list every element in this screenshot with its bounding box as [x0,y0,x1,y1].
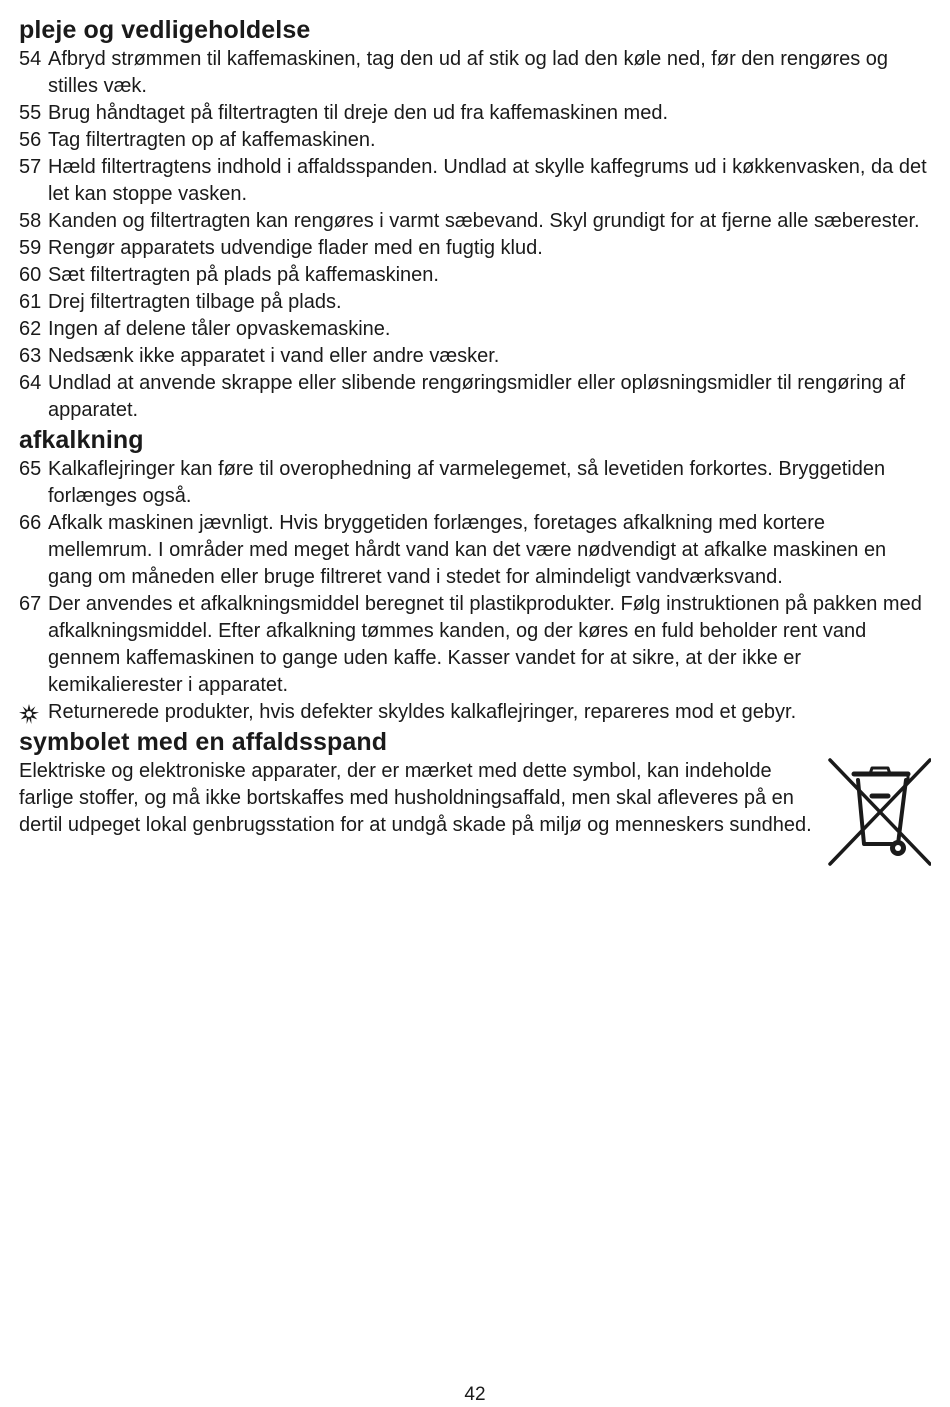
list-item [19,208,934,235]
item-number: 55 [19,102,42,124]
item-text: Der anvendes et afkalkningsmiddel beregnet til plastikprodukter. Følg instruktionen på pakken med afkalkningsmiddel. Efter afkalkning tømmes kanden, og der køres en fuld beholder rent vand gennem kaffemaskinen to gange uden kaffe. Kasser vandet for at sikre, at der ikke er kemikalierester i apparatet. [48,593,922,696]
crossed-out-wheelie-bin-icon [826,756,931,868]
list-item [19,100,934,127]
item-number: 58 [19,210,42,232]
list-item [19,316,934,343]
item-number: 60 [19,264,42,286]
item-text: Nedsænk ikke apparatet i vand eller andre væsker. [48,345,500,367]
list-item [19,289,934,316]
list-item [19,370,934,424]
item-text: Afbryd strømmen til kaffemaskinen, tag den ud af stik og lad den køle ned, før den rengøres og stilles væk. [48,48,889,97]
item-text: Rengør apparatets udvendige flader med en fugtig klud. [48,237,543,259]
item-number: 65 [19,458,42,480]
item-number: 64 [19,372,42,394]
manual-page [19,14,934,839]
descaling-list [19,456,934,726]
heading-care: pleje og vedligeholdelse [19,16,311,44]
list-item [19,343,934,370]
page-number: 42 [464,1384,486,1405]
heading-descaling: afkalkning [19,426,144,454]
list-item [19,510,934,591]
item-number: 54 [19,48,42,70]
item-text: Drej filtertragten tilbage på plads. [48,291,342,313]
item-text: Tag filtertragten op af kaffemaskinen. [48,129,376,151]
list-item [19,262,934,289]
item-number: 66 [19,512,42,534]
item-number: 62 [19,318,42,340]
item-text: Brug håndtaget på filtertragten til dreje den ud fra kaffemaskinen med. [48,102,669,124]
item-text: Afkalk maskinen jævnligt. Hvis bryggetiden forlænges, foretages afkalkning med kortere mellemrum. I områder med meget hårdt vand kan det være nødvendigt at afkalke maskinen en gang om måneden eller bruge filtreret vand i stedet for almindeligt vandværksvand. [48,512,887,588]
weee-block [19,758,934,839]
item-text: Hæld filtertragtens indhold i affaldsspanden. Undlad at skylle kaffegrums ud i køkkenvasken, da det let kan stoppe vasken. [48,156,927,205]
note-item [19,699,934,726]
heading-weee: symbolet med en affaldsspand [19,728,388,756]
item-number: 59 [19,237,42,259]
starburst-icon [19,704,39,724]
list-item [19,591,934,699]
item-text: Kanden og filtertragten kan rengøres i varmt sæbevand. Skyl grundigt for at fjerne alle sæberester. [48,210,920,232]
item-number: 61 [19,291,42,313]
list-item [19,127,934,154]
item-number: 67 [19,593,42,615]
care-list [19,46,934,424]
list-item [19,46,934,100]
item-text: Kalkaflejringer kan føre til overophedning af varmelegemet, så levetiden forkortes. Bryggetiden forlænges også. [48,458,886,507]
weee-text: Elektriske og elektroniske apparater, der er mærket med dette symbol, kan indeholde farlige stoffer, og må ikke bortskaffes med husholdningsaffald, men skal afleveres på en dertil udpeget lokal genbrugsstation for at undgå skade på miljø og menneskers sundhed. [19,760,812,836]
item-number: 63 [19,345,42,367]
list-item [19,154,934,208]
list-item [19,456,934,510]
item-number: 56 [19,129,42,151]
item-text: Sæt filtertragten på plads på kaffemaskinen. [48,264,439,286]
list-item [19,235,934,262]
item-number: 57 [19,156,42,178]
item-text: Ingen af delene tåler opvaskemaskine. [48,318,391,340]
note-text: Returnerede produkter, hvis defekter skyldes kalkaflejringer, repareres mod et gebyr. [48,701,797,723]
item-text: Undlad at anvende skrappe eller slibende rengøringsmidler eller opløsningsmidler til rengøring af apparatet. [48,372,906,421]
